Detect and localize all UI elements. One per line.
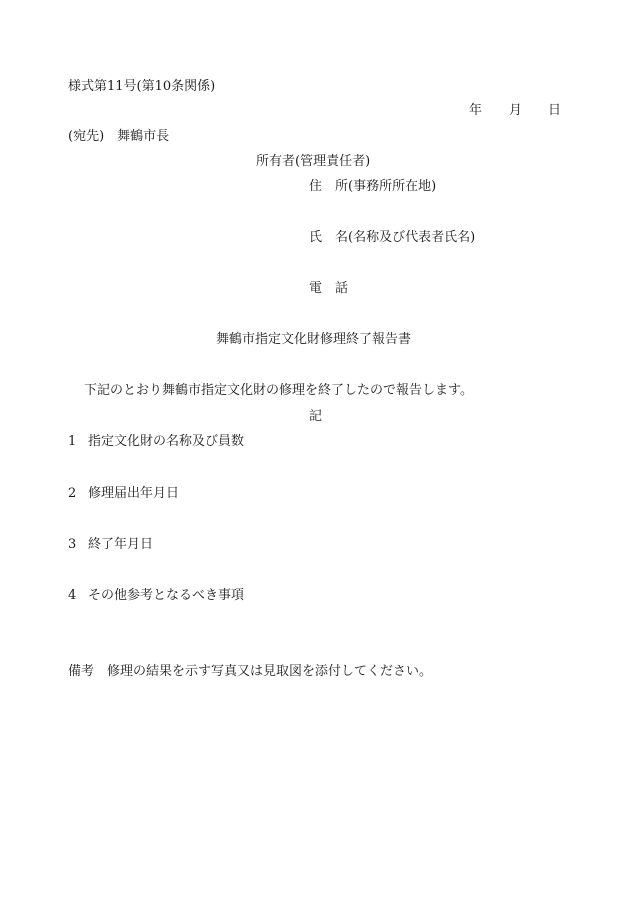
date-year-label: 年 — [469, 103, 483, 118]
item-label: 終了年月日 — [88, 537, 154, 552]
owner-name-row — [309, 230, 475, 246]
item-number: 1 — [68, 434, 77, 449]
list-item — [68, 537, 153, 553]
item-number: 4 — [68, 588, 77, 603]
owner-heading: 所有者(管理責任者) — [256, 154, 371, 169]
ki-label: 記 — [309, 409, 323, 424]
item-label: 修理届出年月日 — [88, 486, 180, 501]
owner-address-row — [309, 179, 436, 195]
item-label: その他参考となるべき事項 — [88, 588, 245, 603]
address-note: (事務所所在地) — [348, 179, 437, 194]
document-title: 舞鶴市指定文化財修理終了報告書 — [216, 332, 412, 347]
item-number: 3 — [68, 537, 77, 552]
address-label: 住 所 — [309, 179, 349, 194]
name-label: 氏 名 — [309, 230, 349, 245]
item-label: 指定文化財の名称及び員数 — [88, 434, 245, 449]
intro-text: 下記のとおり舞鶴市指定文化財の修理を終了したので報告します。 — [84, 383, 473, 398]
remarks: 備考 修理の結果を示す写真又は見取図を添付してください。 — [68, 664, 433, 679]
owner-phone-label: 電 話 — [309, 281, 349, 296]
item-number: 2 — [68, 486, 77, 501]
list-item — [68, 434, 244, 450]
date-day-label: 日 — [548, 103, 562, 118]
list-item — [68, 588, 244, 604]
name-note: (名称及び代表者氏名) — [348, 230, 476, 245]
date-month-label: 月 — [509, 103, 523, 118]
addressee: (宛先) 舞鶴市長 — [68, 129, 170, 144]
form-number: 様式第11号(第10条関係) — [68, 79, 216, 94]
list-item — [68, 486, 179, 502]
